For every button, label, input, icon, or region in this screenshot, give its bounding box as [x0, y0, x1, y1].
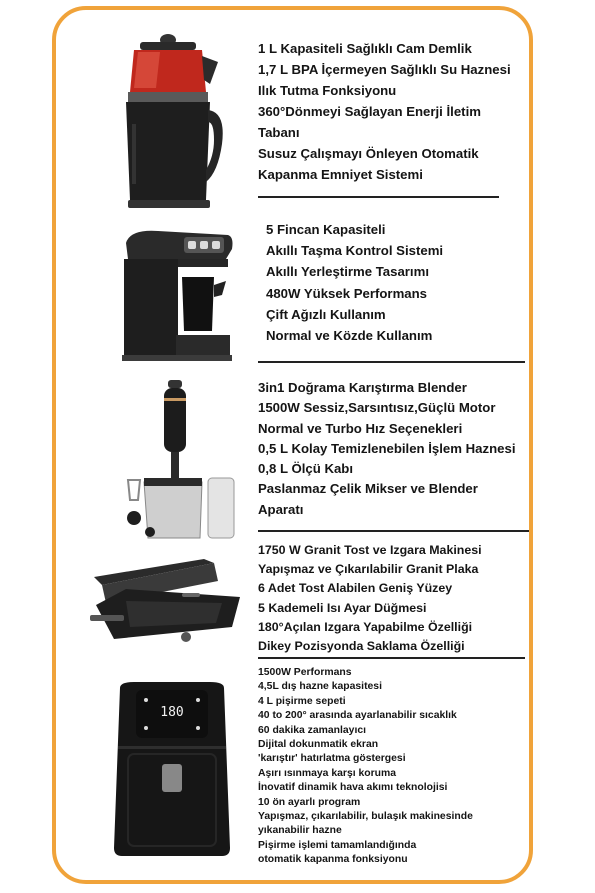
- kettle-icon: [118, 32, 226, 214]
- divider: [258, 361, 525, 363]
- blender-features: [258, 378, 516, 520]
- feature-line: 60 dakika zamanlayıcı: [258, 724, 367, 736]
- blender-icon: [120, 378, 240, 546]
- feature-line: Dikey Pozisyonda Saklama Özelliği: [258, 639, 465, 654]
- feature-line: Aşırı ısınmaya karşı koruma: [258, 767, 397, 779]
- divider: [258, 530, 529, 532]
- feature-line: 1 L Kapasiteli Sağlıklı Cam Demlik: [258, 41, 472, 56]
- toaster-features: [258, 541, 482, 656]
- feature-line: Ilık Tutma Fonksiyonu: [258, 83, 397, 98]
- coffee-machine-features: [266, 219, 443, 346]
- air-fryer-features: [258, 666, 473, 868]
- feature-line: Normal ve Közde Kullanım: [266, 328, 433, 344]
- feature-line: Tabanı: [258, 125, 300, 140]
- feature-line: Yapışmaz, çıkarılabilir, bulaşık makinesinde: [258, 811, 473, 823]
- feature-line: 480W Yüksek Performans: [266, 285, 428, 301]
- feature-line: 1,7 L BPA İçermeyen Sağlıklı Su Haznesi: [258, 62, 511, 77]
- divider: [258, 196, 499, 198]
- svg-text:180: 180: [160, 705, 184, 720]
- feature-line: 4,5L dış hazne kapasitesi: [258, 681, 382, 693]
- feature-line: Kapanma Emniyet Sistemi: [258, 167, 423, 182]
- feature-line: Normal ve Turbo Hız Seçenekleri: [258, 420, 463, 436]
- feature-line: 5 Fincan Kapasiteli: [266, 222, 386, 237]
- feature-line: Susuz Çalışmayı Önleyen Otomatik: [258, 146, 479, 161]
- feature-line: 10 ön ayarlı program: [258, 796, 361, 808]
- coffee-machine-icon: [118, 225, 238, 365]
- feature-line: 40 to 200° arasında ayarlanabilir sıcaklık: [258, 710, 457, 722]
- feature-line: 6 Adet Tost Alabilen Geniş Yüzey: [258, 581, 453, 596]
- feature-line: Akıllı Yerleştirme Tasarımı: [266, 264, 429, 280]
- feature-line: Akıllı Taşma Kontrol Sistemi: [266, 243, 444, 259]
- feature-line: 1500W Sessiz,Sarsıntısız,Güçlü Motor: [258, 400, 496, 416]
- toaster-icon: [86, 555, 250, 645]
- feature-line: 3in1 Doğrama Karıştırma Blender: [258, 380, 467, 395]
- feature-line: Yapışmaz ve Çıkarılabilir Granit Plaka: [258, 562, 479, 577]
- feature-line: 180°Açılan Izgara Yapabilme Özelliği: [258, 619, 473, 634]
- air-fryer-icon: [104, 680, 240, 858]
- feature-line: 1500W Performans: [258, 667, 352, 678]
- feature-line: 1750 W Granit Tost ve Izgara Makinesi: [258, 543, 482, 557]
- feature-line: otomatik kapanma fonksiyonu: [258, 854, 408, 866]
- feature-line: 'karıştır' hatırlatma göstergesi: [258, 753, 406, 765]
- feature-line: Aparatı: [258, 501, 304, 517]
- feature-line: Paslanmaz Çelik Mikser ve Blender: [258, 481, 478, 497]
- divider: [258, 657, 525, 659]
- feature-line: Çift Ağızlı Kullanım: [266, 306, 386, 322]
- feature-line: Dijital dokunmatik ekran: [258, 739, 379, 751]
- feature-line: yıkanabilir hazne: [258, 825, 342, 837]
- kettle-features: [258, 38, 511, 185]
- feature-line: 5 Kademeli Isı Ayar Düğmesi: [258, 600, 427, 615]
- feature-line: 4 L pişirme sepeti: [258, 695, 346, 707]
- feature-line: İnovatif dinamik hava akımı teknolojisi: [258, 782, 448, 794]
- feature-line: Pişirme işlemi tamamlandığında: [258, 839, 417, 851]
- feature-line: 0,8 L Ölçü Kabı: [258, 461, 354, 477]
- feature-line: 0,5 L Kolay Temizlenebilen İşlem Haznesi: [258, 440, 516, 456]
- feature-line: 360°Dönmeyi Sağlayan Enerji İletim: [258, 104, 481, 119]
